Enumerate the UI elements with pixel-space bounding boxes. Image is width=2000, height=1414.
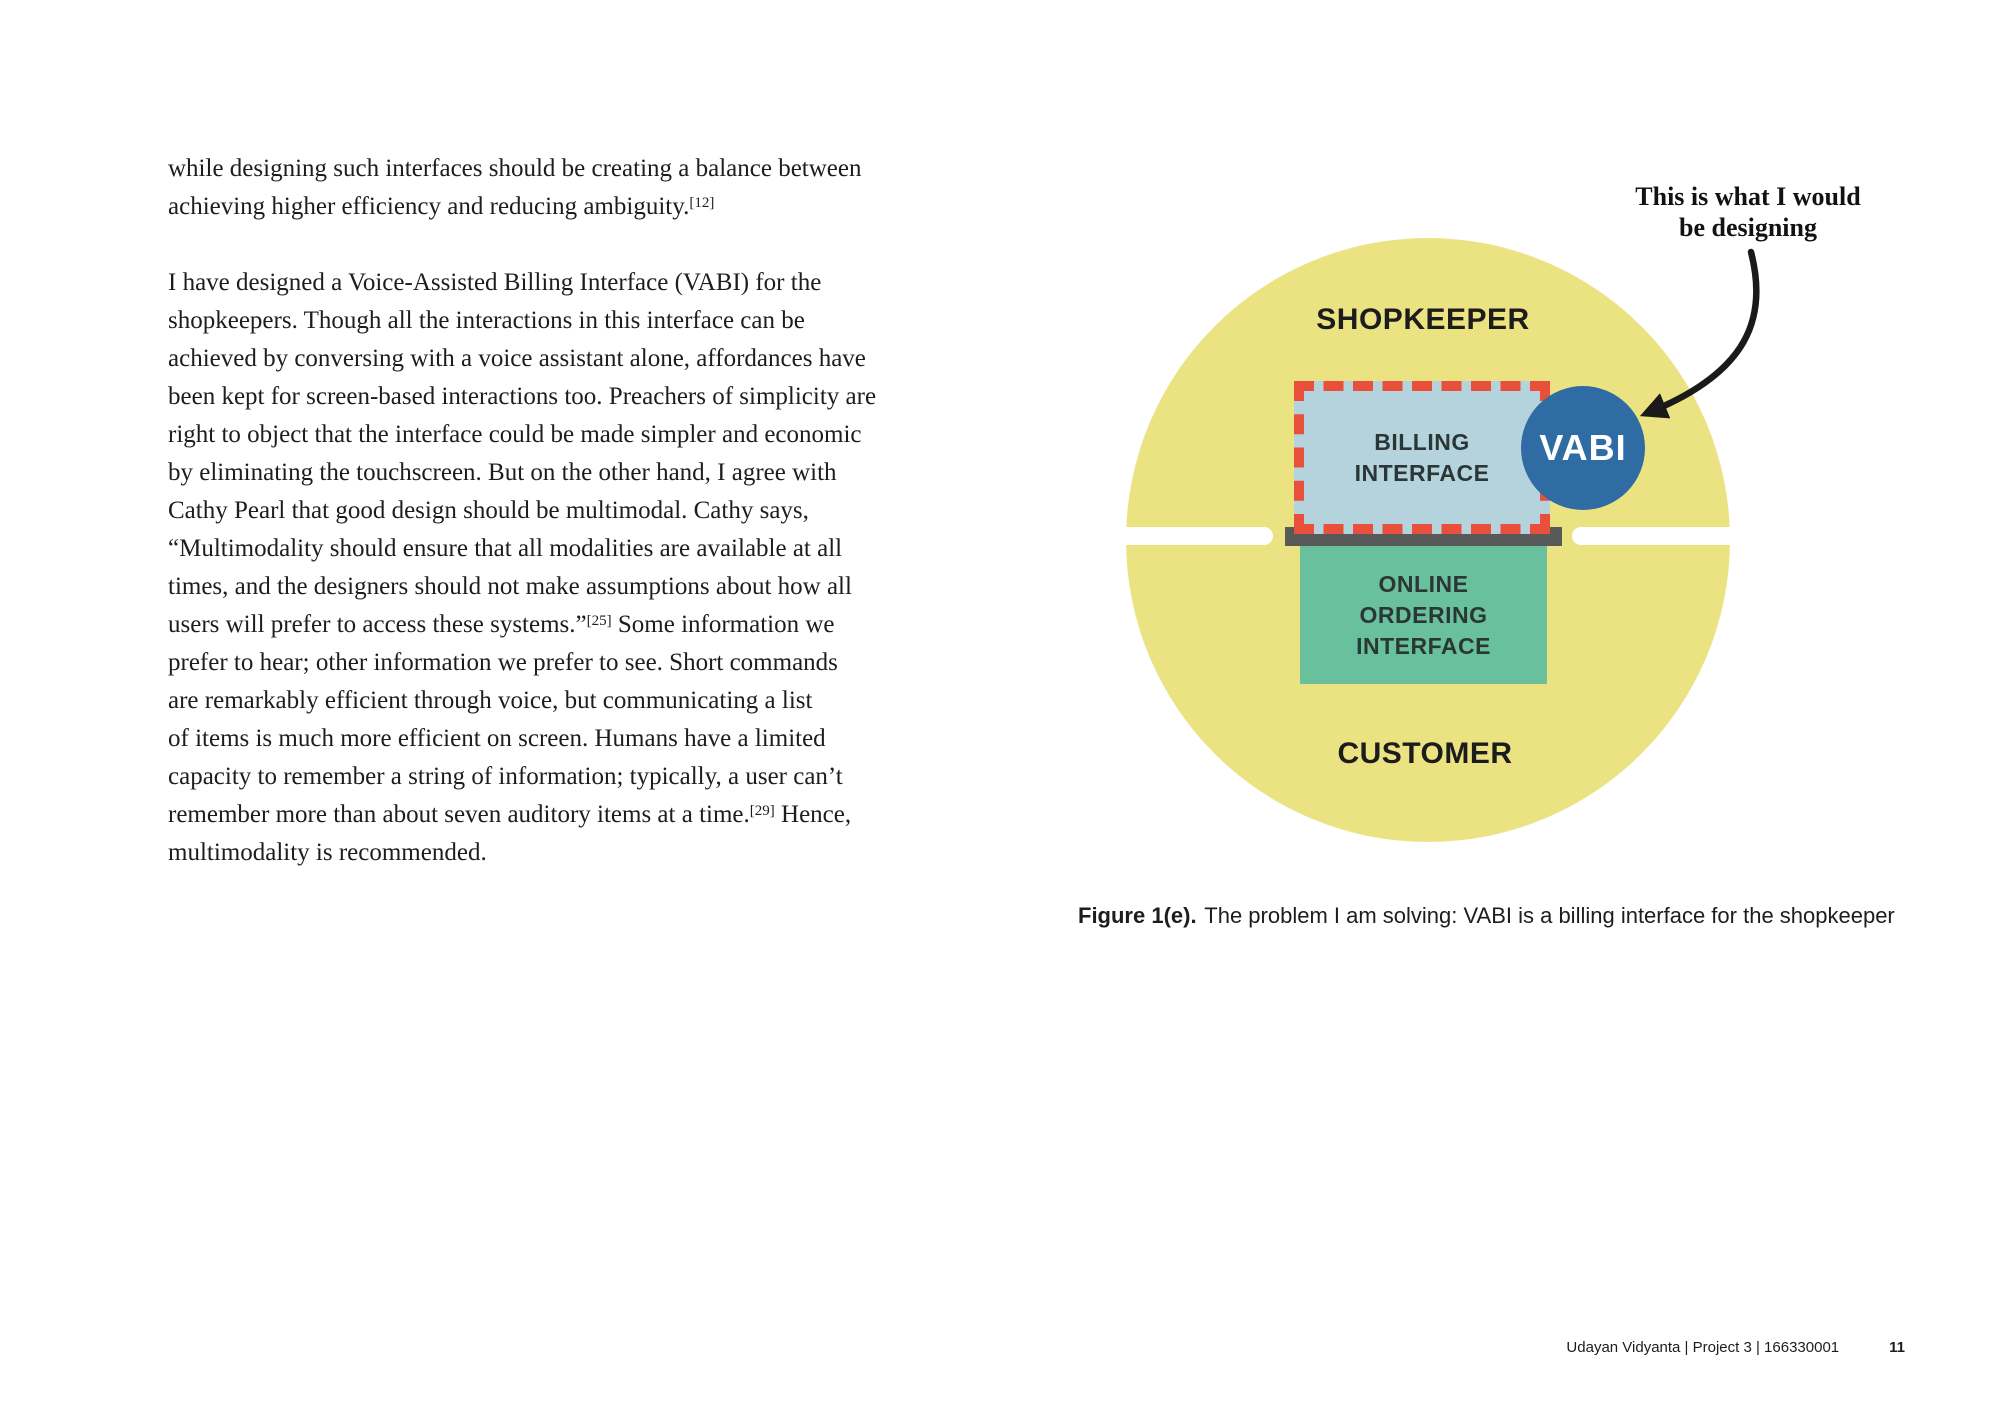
customer-label: CUSTOMER [1337, 737, 1513, 770]
body-paragraph-1: while designing such interfaces should be creating a balance between achieving higher efficiency and reducing ambiguity.[12] [168, 155, 862, 220]
figure-caption [1078, 903, 1938, 929]
annotation-arrow [1600, 235, 1830, 435]
online-ordering-box [1300, 546, 1547, 684]
billing-interface-label: BILLING INTERFACE [1354, 428, 1490, 486]
annotation-text: This is what I would be designing [1635, 182, 1861, 242]
page-footer [1500, 1339, 1905, 1356]
shopkeeper-label: SHOPKEEPER [1316, 303, 1530, 336]
billing-interface-box [1294, 381, 1550, 534]
figure-caption-text: The problem I am solving: VABI is a billing interface for the shopkeeper [1204, 903, 1895, 928]
footer-credit: Udayan Vidyanta | Project 3 | 166330001 [1566, 1339, 1840, 1356]
page-number: 11 [1889, 1339, 1905, 1356]
body-paragraph-2: I have designed a Voice-Assisted Billing Interface (VABI) for the shopkeepers. Though all the interactions in this interface can be achieved by conversing with a voice assistant alone, affordances have been kept for screen-based interactions too. Preachers of simplicity are right to object that the interface could be made simpler and economic by eliminating the touchscreen. But on the other hand, I agree with Cathy Pearl that good design should be multimodal. Cathy says, “Multimodality should ensure that all modalities are available at all times, and the designers should not make assumptions about how all users will prefer to access these systems.”[25] Some information we prefer to hear; other information we prefer to see. Short commands are remarkably efficient through voice, but communicating a list of items is much more efficient on screen. Humans have a limited capacity to remember a string of information; typically, a user can’t remember more than about seven auditory items at a time.[29] Hence, multimodality is recommended. [168, 269, 877, 866]
divider-gap-right [1572, 527, 1744, 545]
figure-caption-label: Figure 1(e). [1078, 903, 1197, 928]
divider-gap-left [1108, 527, 1273, 545]
vabi-label: VABI [1539, 427, 1627, 468]
online-ordering-label: ONLINE ORDERING INTERFACE [1356, 570, 1491, 659]
